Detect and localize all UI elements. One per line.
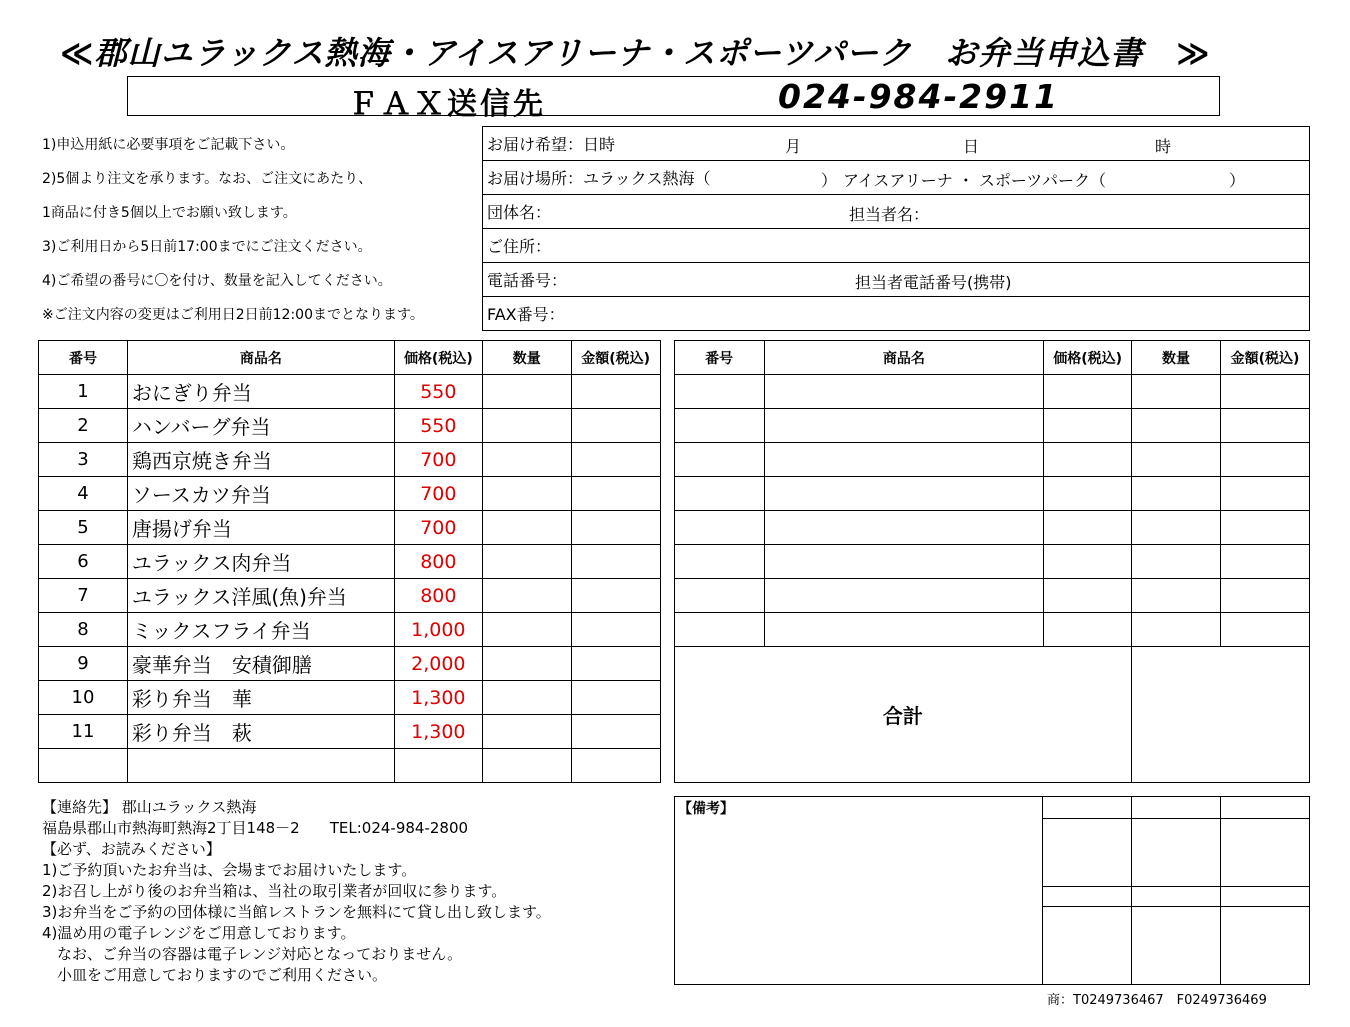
table-row xyxy=(39,375,1310,409)
remarks-label: 【備考】 xyxy=(678,801,734,817)
header-price-2: 価格(税込) xyxy=(1044,341,1132,375)
row-name: 豪華弁当 安積御膳 xyxy=(127,647,394,681)
note-6: ※ご注文内容の変更はご利用日2日前12:00までとなります。 xyxy=(42,307,424,323)
row-no: 1 xyxy=(39,375,128,409)
person-label: 担当者名： xyxy=(849,205,930,224)
row-no: 10 xyxy=(39,681,128,715)
fax-box xyxy=(127,76,1220,122)
price-cell[interactable] xyxy=(1044,579,1132,613)
table-row xyxy=(39,511,1310,545)
qty-cell[interactable] xyxy=(482,681,571,715)
note-2: 2)5個より注文を承ります。なお、ご注文にあたり、 xyxy=(42,171,373,187)
amount-cell[interactable] xyxy=(571,579,660,613)
name-cell[interactable] xyxy=(764,375,1044,409)
footer-note-3: 3)お弁当をご予約の団体様に当館レストランを無料にて貸し出し致します。 xyxy=(42,903,551,921)
phone-field[interactable] xyxy=(483,263,1310,297)
amount-cell[interactable] xyxy=(571,409,660,443)
place-alt-close: ） xyxy=(1229,171,1246,190)
qty-cell[interactable] xyxy=(482,375,571,409)
note-1: 1)申込用紙に必要事項をご記載下さい。 xyxy=(42,137,295,153)
delivery-place-field[interactable] xyxy=(483,161,1310,195)
remarks-table xyxy=(674,796,1310,985)
footer-note-2: 2)お召し上がり後のお弁当箱は、当社の取引業者が回収に参ります。 xyxy=(42,882,507,900)
table-row xyxy=(39,613,1310,647)
fax-number: 024-984-2911 xyxy=(778,77,1060,116)
row-price: 1,000 xyxy=(394,613,482,647)
qty-cell[interactable] xyxy=(482,443,571,477)
qty-cell[interactable] xyxy=(482,715,571,749)
name-cell[interactable] xyxy=(764,613,1044,647)
phone-label: 電話番号： xyxy=(487,271,568,290)
row-name: 鶏西京焼き弁当 xyxy=(127,443,394,477)
footer-note-5: なお、ご弁当の容器は電子レンジ対応となっておりません。 xyxy=(42,945,463,963)
no-cell[interactable] xyxy=(39,749,128,783)
fax-no-field[interactable] xyxy=(483,297,1310,331)
price-cell[interactable] xyxy=(1044,613,1132,647)
contact-label: 【連絡先】 郡山ユラックス熱海 xyxy=(42,798,257,816)
gap xyxy=(660,613,674,647)
month-label: 月 xyxy=(785,137,802,156)
header-name: 商品名 xyxy=(127,341,394,375)
row-no: 4 xyxy=(39,477,128,511)
price-cell[interactable] xyxy=(394,749,482,783)
amount-cell[interactable] xyxy=(571,647,660,681)
row-name: ユラックス肉弁当 xyxy=(127,545,394,579)
row-price: 550 xyxy=(394,409,482,443)
name-cell[interactable] xyxy=(764,579,1044,613)
row-name: ミックスフライ弁当 xyxy=(127,613,394,647)
row-no: 2 xyxy=(39,409,128,443)
gap xyxy=(660,341,674,375)
note-3: 1商品に付き5個以上でお願い致します。 xyxy=(42,205,297,221)
footer-note-1: 1)ご予約頂いたお弁当は、会場までお届けいたします。 xyxy=(42,861,417,879)
qty-cell[interactable] xyxy=(1132,375,1221,409)
row-price: 1,300 xyxy=(394,681,482,715)
amount-cell[interactable] xyxy=(1221,477,1310,511)
delivery-date-label: お届け希望：日時 xyxy=(487,135,616,154)
qty-cell[interactable] xyxy=(482,579,571,613)
amount-cell[interactable] xyxy=(571,681,660,715)
qty-cell[interactable] xyxy=(482,749,571,783)
place-alt-label: アイスアリーナ ・ スポーツパーク（ xyxy=(843,171,1106,190)
row-name: 彩り弁当 萩 xyxy=(127,715,394,749)
qty-cell[interactable] xyxy=(482,511,571,545)
gap xyxy=(660,647,674,681)
amount-cell[interactable] xyxy=(571,613,660,647)
stamp-cell xyxy=(1132,907,1221,985)
row-name: ハンバーグ弁当 xyxy=(127,409,394,443)
table-row xyxy=(39,579,1310,613)
place-close: ） xyxy=(821,171,838,190)
qty-cell[interactable] xyxy=(482,409,571,443)
stamp-cell xyxy=(1043,797,1132,819)
stamp-cell xyxy=(1132,887,1221,907)
fax-no-label: FAX番号： xyxy=(487,305,565,324)
qty-cell[interactable] xyxy=(1132,477,1221,511)
table-row xyxy=(39,477,1310,511)
name-cell[interactable] xyxy=(764,409,1044,443)
row-price: 800 xyxy=(394,579,482,613)
gap xyxy=(660,749,674,783)
form-code: 商：T0249736467 F0249736469 xyxy=(1047,993,1267,1008)
stamp-cell xyxy=(1221,797,1310,819)
gap xyxy=(660,477,674,511)
table-row xyxy=(39,409,1310,443)
row-name: 彩り弁当 華 xyxy=(127,681,394,715)
gap xyxy=(660,681,674,715)
total-value-cell[interactable] xyxy=(1132,647,1310,783)
header-name-2: 商品名 xyxy=(764,341,1044,375)
row-price: 700 xyxy=(394,511,482,545)
qty-cell[interactable] xyxy=(1132,545,1221,579)
price-cell[interactable] xyxy=(1044,511,1132,545)
hour-label: 時 xyxy=(1155,137,1172,156)
gap xyxy=(660,579,674,613)
read-notice: 【必ず、お読みください】 xyxy=(42,840,221,858)
note-5: 4)ご希望の番号に〇を付け、数量を記入してください。 xyxy=(42,273,392,289)
group-label: 団体名： xyxy=(487,203,552,222)
stamp-cell xyxy=(1132,819,1221,887)
row-no: 7 xyxy=(39,579,128,613)
amount-cell[interactable] xyxy=(571,749,660,783)
note-4: 3)ご利用日から5日前17:00までにご注文ください。 xyxy=(42,239,372,255)
amount-cell[interactable] xyxy=(571,511,660,545)
group-field[interactable] xyxy=(483,195,1310,229)
address-field[interactable] xyxy=(483,229,1310,263)
price-cell[interactable] xyxy=(1044,375,1132,409)
row-no: 3 xyxy=(39,443,128,477)
gap xyxy=(660,409,674,443)
no-cell[interactable] xyxy=(674,443,764,477)
page-title: ≪郡山ユラックス熱海・アイスアリーナ・スポーツパーク お弁当申込書 ≫ xyxy=(60,34,1211,72)
stamp-cell xyxy=(1221,887,1310,907)
remarks-field[interactable] xyxy=(675,797,1043,985)
header-amount-2: 金額(税込) xyxy=(1221,341,1310,375)
table-row xyxy=(39,647,1310,681)
amount-cell[interactable] xyxy=(1221,579,1310,613)
name-cell[interactable] xyxy=(764,545,1044,579)
footer-note-6: 小皿をご用意しておりますのでご利用ください。 xyxy=(42,966,388,984)
row-price: 700 xyxy=(394,443,482,477)
stamp-cell xyxy=(1043,887,1132,907)
amount-cell[interactable] xyxy=(1221,613,1310,647)
stamp-cell xyxy=(1132,797,1221,819)
header-qty-2: 数量 xyxy=(1132,341,1221,375)
amount-cell[interactable] xyxy=(571,375,660,409)
row-no: 9 xyxy=(39,647,128,681)
info-table xyxy=(482,126,1310,331)
header-no-2: 番号 xyxy=(674,341,764,375)
qty-cell[interactable] xyxy=(1132,409,1221,443)
mobile-label: 担当者電話番号(携帯) xyxy=(855,273,1012,292)
order-table xyxy=(38,340,1310,783)
amount-cell[interactable] xyxy=(571,715,660,749)
amount-cell[interactable] xyxy=(571,545,660,579)
qty-cell[interactable] xyxy=(1132,613,1221,647)
row-name: おにぎり弁当 xyxy=(127,375,394,409)
qty-cell[interactable] xyxy=(1132,443,1221,477)
gap xyxy=(660,443,674,477)
header-no: 番号 xyxy=(39,341,128,375)
amount-cell[interactable] xyxy=(571,443,660,477)
fax-label: ＦＡＸ送信先 xyxy=(348,87,546,122)
gap xyxy=(660,545,674,579)
gap xyxy=(660,715,674,749)
row-name: 唐揚げ弁当 xyxy=(127,511,394,545)
qty-cell[interactable] xyxy=(1132,511,1221,545)
no-cell[interactable] xyxy=(674,579,764,613)
stamp-cell xyxy=(1043,819,1132,887)
total-label: 合計 xyxy=(674,647,1131,783)
name-cell[interactable] xyxy=(127,749,394,783)
no-cell[interactable] xyxy=(674,613,764,647)
row-price: 2,000 xyxy=(394,647,482,681)
name-cell[interactable] xyxy=(764,477,1044,511)
row-name: ユラックス洋風(魚)弁当 xyxy=(127,579,394,613)
row-no: 6 xyxy=(39,545,128,579)
header-qty: 数量 xyxy=(482,341,571,375)
amount-cell[interactable] xyxy=(571,477,660,511)
row-no: 11 xyxy=(39,715,128,749)
row-name: ソースカツ弁当 xyxy=(127,477,394,511)
gap xyxy=(660,511,674,545)
gap xyxy=(660,375,674,409)
day-label: 日 xyxy=(963,137,980,156)
stamp-cell xyxy=(1221,819,1310,887)
name-cell[interactable] xyxy=(764,511,1044,545)
header-price: 価格(税込) xyxy=(394,341,482,375)
qty-cell[interactable] xyxy=(482,545,571,579)
contact-address: 福島県郡山市熱海町熱海2丁目148－2 TEL:024-984-2800 xyxy=(42,819,469,837)
delivery-place-label: お届け場所：ユラックス熱海（ xyxy=(487,169,711,188)
footer-note-4: 4)温め用の電子レンジをご用意しております。 xyxy=(42,924,356,942)
row-price: 550 xyxy=(394,375,482,409)
row-price: 800 xyxy=(394,545,482,579)
qty-cell[interactable] xyxy=(1132,579,1221,613)
row-no: 8 xyxy=(39,613,128,647)
row-price: 700 xyxy=(394,477,482,511)
header-amount: 金額(税込) xyxy=(571,341,660,375)
no-cell[interactable] xyxy=(674,409,764,443)
price-cell[interactable] xyxy=(1044,545,1132,579)
table-row xyxy=(39,443,1310,477)
price-cell[interactable] xyxy=(1044,477,1132,511)
amount-cell[interactable] xyxy=(1221,409,1310,443)
qty-cell[interactable] xyxy=(482,647,571,681)
table-row xyxy=(39,545,1310,579)
no-cell[interactable] xyxy=(674,511,764,545)
no-cell[interactable] xyxy=(674,375,764,409)
stamp-cell xyxy=(1221,907,1310,985)
row-price: 1,300 xyxy=(394,715,482,749)
name-cell[interactable] xyxy=(764,443,1044,477)
address-label: ご住所： xyxy=(487,237,552,256)
price-cell[interactable] xyxy=(1044,443,1132,477)
qty-cell[interactable] xyxy=(482,477,571,511)
amount-cell[interactable] xyxy=(1221,443,1310,477)
row-no: 5 xyxy=(39,511,128,545)
no-cell[interactable] xyxy=(674,477,764,511)
amount-cell[interactable] xyxy=(1221,545,1310,579)
amount-cell[interactable] xyxy=(1221,375,1310,409)
delivery-date-field[interactable] xyxy=(483,127,1310,161)
amount-cell[interactable] xyxy=(1221,511,1310,545)
stamp-cell xyxy=(1043,907,1132,985)
footer-notes xyxy=(42,797,551,986)
no-cell[interactable] xyxy=(674,545,764,579)
price-cell[interactable] xyxy=(1044,409,1132,443)
qty-cell[interactable] xyxy=(482,613,571,647)
